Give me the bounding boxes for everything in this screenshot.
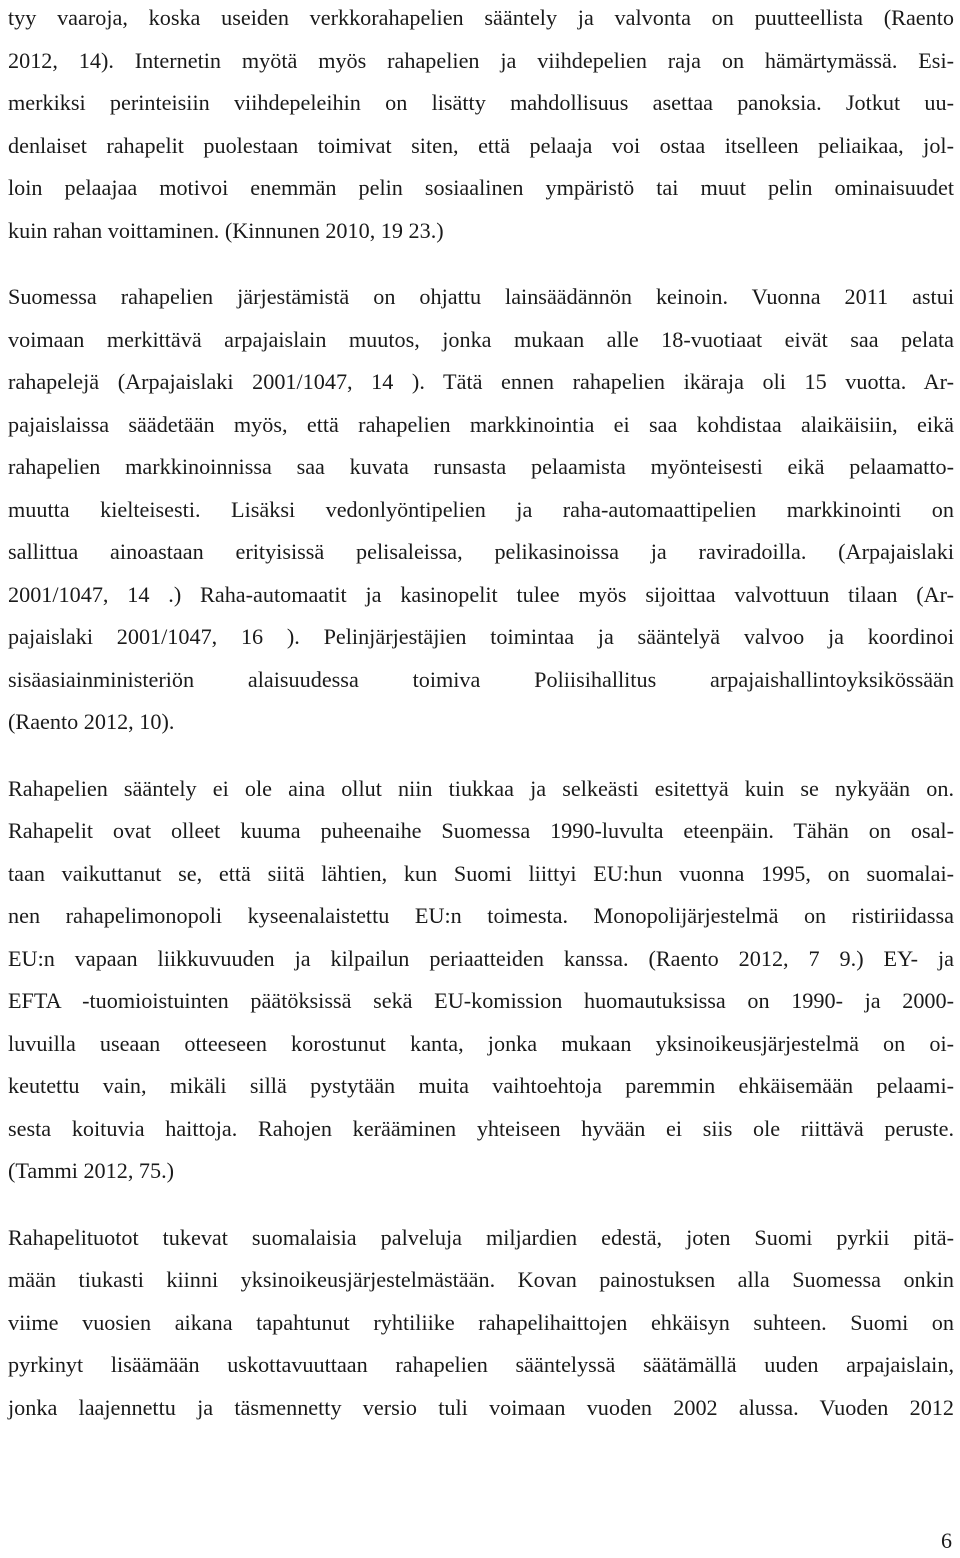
text-line: Suomessa rahapelien järjestämistä on ohjattu lainsäädännön keinoin. Vuonna 2011 astui bbox=[8, 284, 954, 309]
text-line: rahapelien markkinoinnissa saa kuvata runsasta pelaamista myönteisesti eikä pelaamatto- bbox=[8, 454, 954, 479]
text-line: loin pelaajaa motivoi enemmän pelin sosiaalinen ympäristö tai muut pelin ominaisuudet bbox=[8, 175, 954, 200]
text-line: merkiksi perinteisiin viihdepeleihin on lisätty mahdollisuus asettaa panoksia. Jotkut uu- bbox=[8, 90, 954, 115]
text-line: luvuilla useaan otteeseen korostunut kanta, jonka mukaan yksinoikeusjärjestelmä on oi- bbox=[8, 1031, 954, 1056]
text-line: 2001/1047, 14 .) Raha-automaatit ja kasinopelit tulee myös sijoittaa valvottuun tilaan (Ar- bbox=[8, 582, 954, 607]
text-line: mään tiukasti kiinni yksinoikeusjärjestelmästään. Kovan painostuksen alla Suomessa onkin bbox=[8, 1267, 954, 1292]
text-line: taan vaikuttanut se, että siitä lähtien, kun Suomi liittyi EU:hun vuonna 1995, on suomalai- bbox=[8, 861, 954, 886]
text-line: kuin rahan voittaminen. (Kinnunen 2010, 19 23.) bbox=[8, 218, 444, 243]
text-line: viime vuosien aikana tapahtunut ryhtiliike rahapelihaittojen ehkäisyn suhteen. Suomi on bbox=[8, 1310, 954, 1335]
text-line: denlaiset rahapelit puolestaan toimivat siten, että pelaaja voi ostaa itselleen peliaikaa, jol- bbox=[8, 133, 954, 158]
text-line: Rahapelit ovat olleet kuuma puheenaihe Suomessa 1990-luvulta eteenpäin. Tähän on osal- bbox=[8, 818, 954, 843]
text-line: Rahapelituotot tukevat suomalaisia palveluja miljardien edestä, joten Suomi pyrkii pitä- bbox=[8, 1225, 954, 1250]
text-line: 2012, 14). Internetin myötä myös rahapelien ja viihdepelien raja on hämärtymässä. Esi- bbox=[8, 48, 954, 73]
text-line: sisäasiainministeriön alaisuudessa toimiva Poliisihallitus arpajaishallintoyksikössään bbox=[8, 667, 954, 692]
text-line: Rahapelien sääntely ei ole aina ollut niin tiukkaa ja selkeästi esitettyä kuin se nykyään on. bbox=[8, 776, 954, 801]
text-line: tyy vaaroja, koska useiden verkkorahapelien sääntely ja valvonta on puutteellista (Raento bbox=[8, 5, 954, 30]
text-line: keutettu vain, mikäli sillä pystytään muita vaihtoehtoja paremmin ehkäisemään pelaami- bbox=[8, 1073, 954, 1098]
text-line: (Tammi 2012, 75.) bbox=[8, 1158, 175, 1183]
text-line: EU:n vapaan liikkuvuuden ja kilpailun periaatteiden kanssa. (Raento 2012, 7 9.) EY- ja bbox=[8, 946, 954, 971]
text-line: sallittua ainoastaan erityisissä pelisaleissa, pelikasinoissa ja raviradoilla. (Arpajaislaki bbox=[8, 539, 954, 564]
text-line: sesta koituvia haittoja. Rahojen kerääminen yhteiseen hyvään ei siis ole riittävä peruste. bbox=[8, 1116, 954, 1141]
text-line: pyrkinyt lisäämään uskottavuuttaan rahapelien sääntelyssä säätämällä uuden arpajaislain, bbox=[8, 1352, 954, 1377]
text-line: rahapelejä (Arpajaislaki 2001/1047, 14 ). Tätä ennen rahapelien ikäraja oli 15 vuotta. Ar- bbox=[8, 369, 954, 394]
text-line: nen rahapelimonopoli kyseenalaistettu EU:n toimesta. Monopolijärjestelmä on ristiriidassa bbox=[8, 903, 954, 928]
text-line: voimaan merkittävä arpajaislain muutos, jonka mukaan alle 18-vuotiaat eivät saa pelata bbox=[8, 327, 954, 352]
text-line: (Raento 2012, 10). bbox=[8, 709, 175, 734]
text-line: EFTA -tuomioistuinten päätöksissä sekä EU-komission huomautuksissa on 1990- ja 2000- bbox=[8, 988, 954, 1013]
text-line: muutta kielteisesti. Lisäksi vedonlyöntipelien ja raha-automaattipelien markkinointi on bbox=[8, 497, 954, 522]
text-line: jonka laajennettu ja täsmennetty versio tuli voimaan vuoden 2002 alussa. Vuoden 2012 bbox=[8, 1395, 954, 1420]
page-number: 6 bbox=[941, 1528, 952, 1553]
text-line: pajaislaki 2001/1047, 16 ). Pelinjärjestäjien toimintaa ja sääntelyä valvoo ja koordinoi bbox=[8, 624, 954, 649]
text-line: pajaislaissa säädetään myös, että rahapelien markkinointia ei saa kohdistaa alaikäisiin, eikä bbox=[8, 412, 954, 437]
